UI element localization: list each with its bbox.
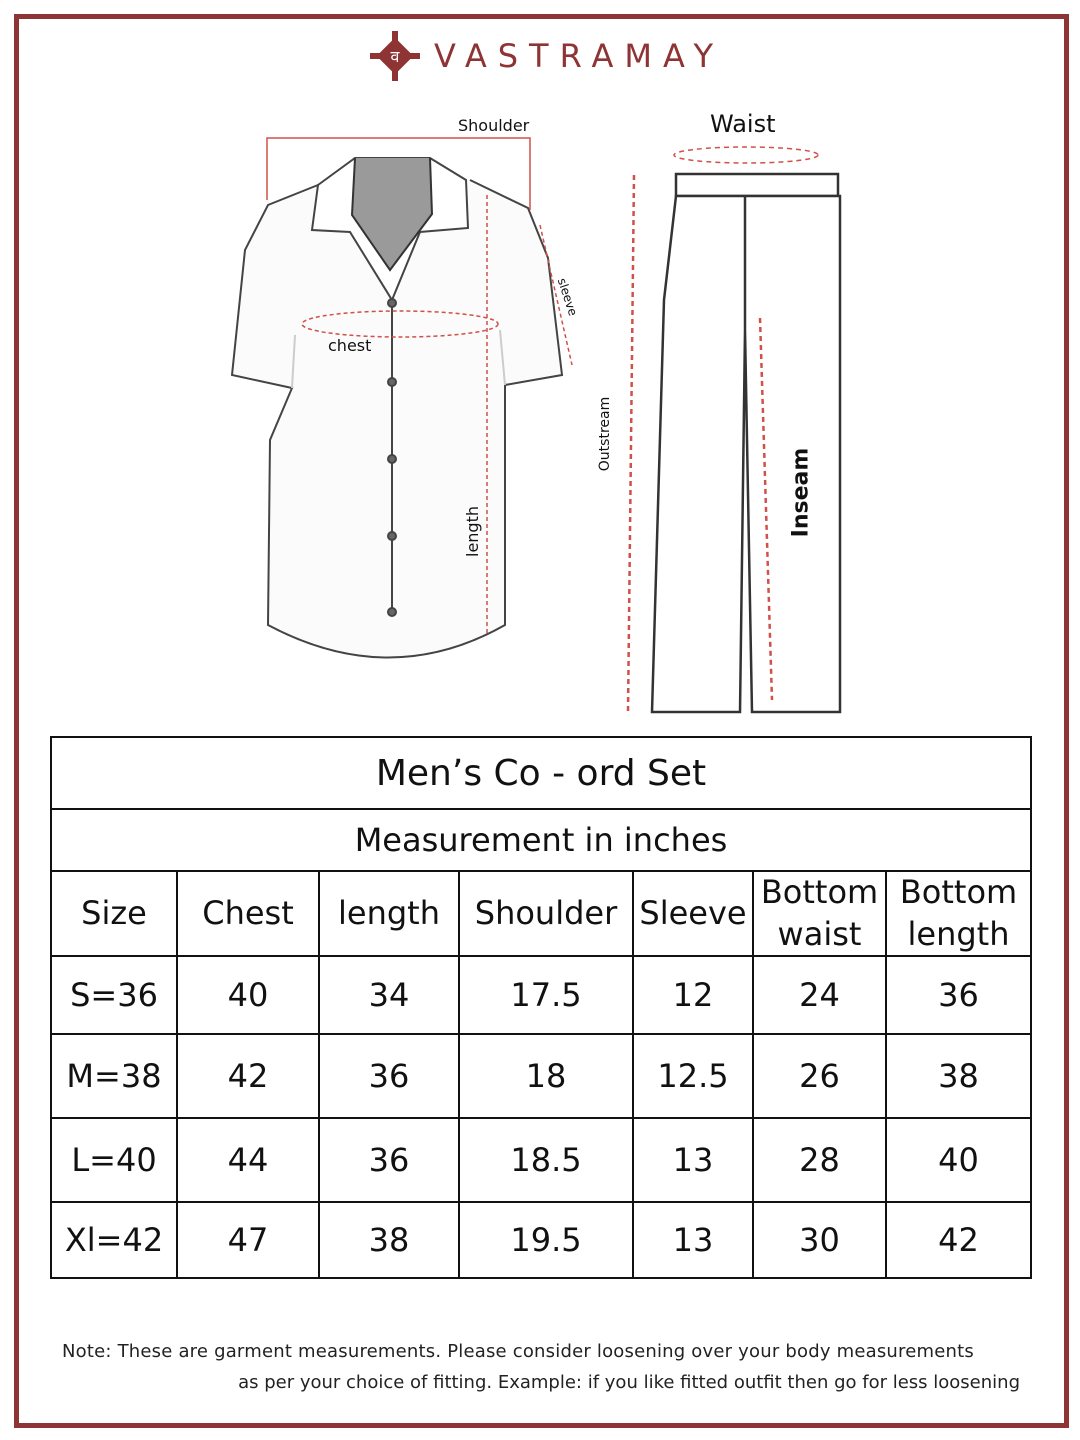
- cell-length: 38: [319, 1202, 459, 1278]
- cell-shoulder: 19.5: [459, 1202, 633, 1278]
- cell-sleeve: 13: [633, 1118, 753, 1202]
- table-row: [51, 956, 1031, 1034]
- cell-sleeve: 13: [633, 1202, 753, 1278]
- cell-bottom-length: 38: [886, 1034, 1031, 1118]
- waist-label: Waist: [710, 110, 776, 138]
- table-row: [51, 1202, 1031, 1278]
- header-chest: Chest: [177, 871, 319, 956]
- cell-size: S=36: [51, 956, 177, 1034]
- header-sleeve: Sleeve: [633, 871, 753, 956]
- sleeve-label: sleeve: [554, 276, 581, 318]
- header-bottom-length: Bottom length: [886, 871, 1031, 956]
- cell-chest: 47: [177, 1202, 319, 1278]
- header-length: length: [319, 871, 459, 956]
- cell-bottom-length: 42: [886, 1202, 1031, 1278]
- shoulder-label: Shoulder: [458, 116, 530, 135]
- cell-shoulder: 17.5: [459, 956, 633, 1034]
- table-title: Men’s Co - ord Set: [51, 737, 1031, 809]
- svg-text:व: व: [390, 47, 400, 66]
- table-subtitle: Measurement in inches: [51, 809, 1031, 871]
- cell-bottom-waist: 26: [753, 1034, 886, 1118]
- chest-label: chest: [328, 336, 372, 355]
- cell-bottom-waist: 30: [753, 1202, 886, 1278]
- cell-bottom-waist: 24: [753, 956, 886, 1034]
- cell-bottom-length: 40: [886, 1118, 1031, 1202]
- measurement-note: [62, 1336, 1020, 1398]
- cell-chest: 42: [177, 1034, 319, 1118]
- table-row: [51, 1034, 1031, 1118]
- size-chart-table: [50, 736, 1032, 1279]
- cell-size: Xl=42: [51, 1202, 177, 1278]
- cell-bottom-length: 36: [886, 956, 1031, 1034]
- note-line-1: Note: These are garment measurements. Please consider loosening over your body measurements: [62, 1341, 974, 1362]
- cell-chest: 40: [177, 956, 319, 1034]
- header-shoulder: Shoulder: [459, 871, 633, 956]
- cell-size: L=40: [51, 1118, 177, 1202]
- cell-sleeve: 12.5: [633, 1034, 753, 1118]
- cell-sleeve: 12: [633, 956, 753, 1034]
- cell-size: M=38: [51, 1034, 177, 1118]
- header-bottom-waist: Bottom waist: [753, 871, 886, 956]
- cell-shoulder: 18.5: [459, 1118, 633, 1202]
- cell-length: 34: [319, 956, 459, 1034]
- brand-name: VASTRAMAY: [434, 37, 724, 75]
- outstream-label: Outstream: [597, 396, 614, 472]
- cell-bottom-waist: 28: [753, 1118, 886, 1202]
- header-size: Size: [51, 871, 177, 956]
- note-line-2: as per your choice of fitting. Example: if you like fitted outfit then go for less loosening: [238, 1372, 1020, 1393]
- inseam-label: Inseam: [788, 447, 814, 538]
- table-row: [51, 1118, 1031, 1202]
- cell-chest: 44: [177, 1118, 319, 1202]
- table-header-row: [51, 871, 1031, 956]
- cell-length: 36: [319, 1034, 459, 1118]
- cell-shoulder: 18: [459, 1034, 633, 1118]
- length-label: length: [463, 506, 482, 557]
- shirt-illustration: [232, 158, 562, 658]
- pant-illustration: [652, 174, 840, 712]
- cell-length: 36: [319, 1118, 459, 1202]
